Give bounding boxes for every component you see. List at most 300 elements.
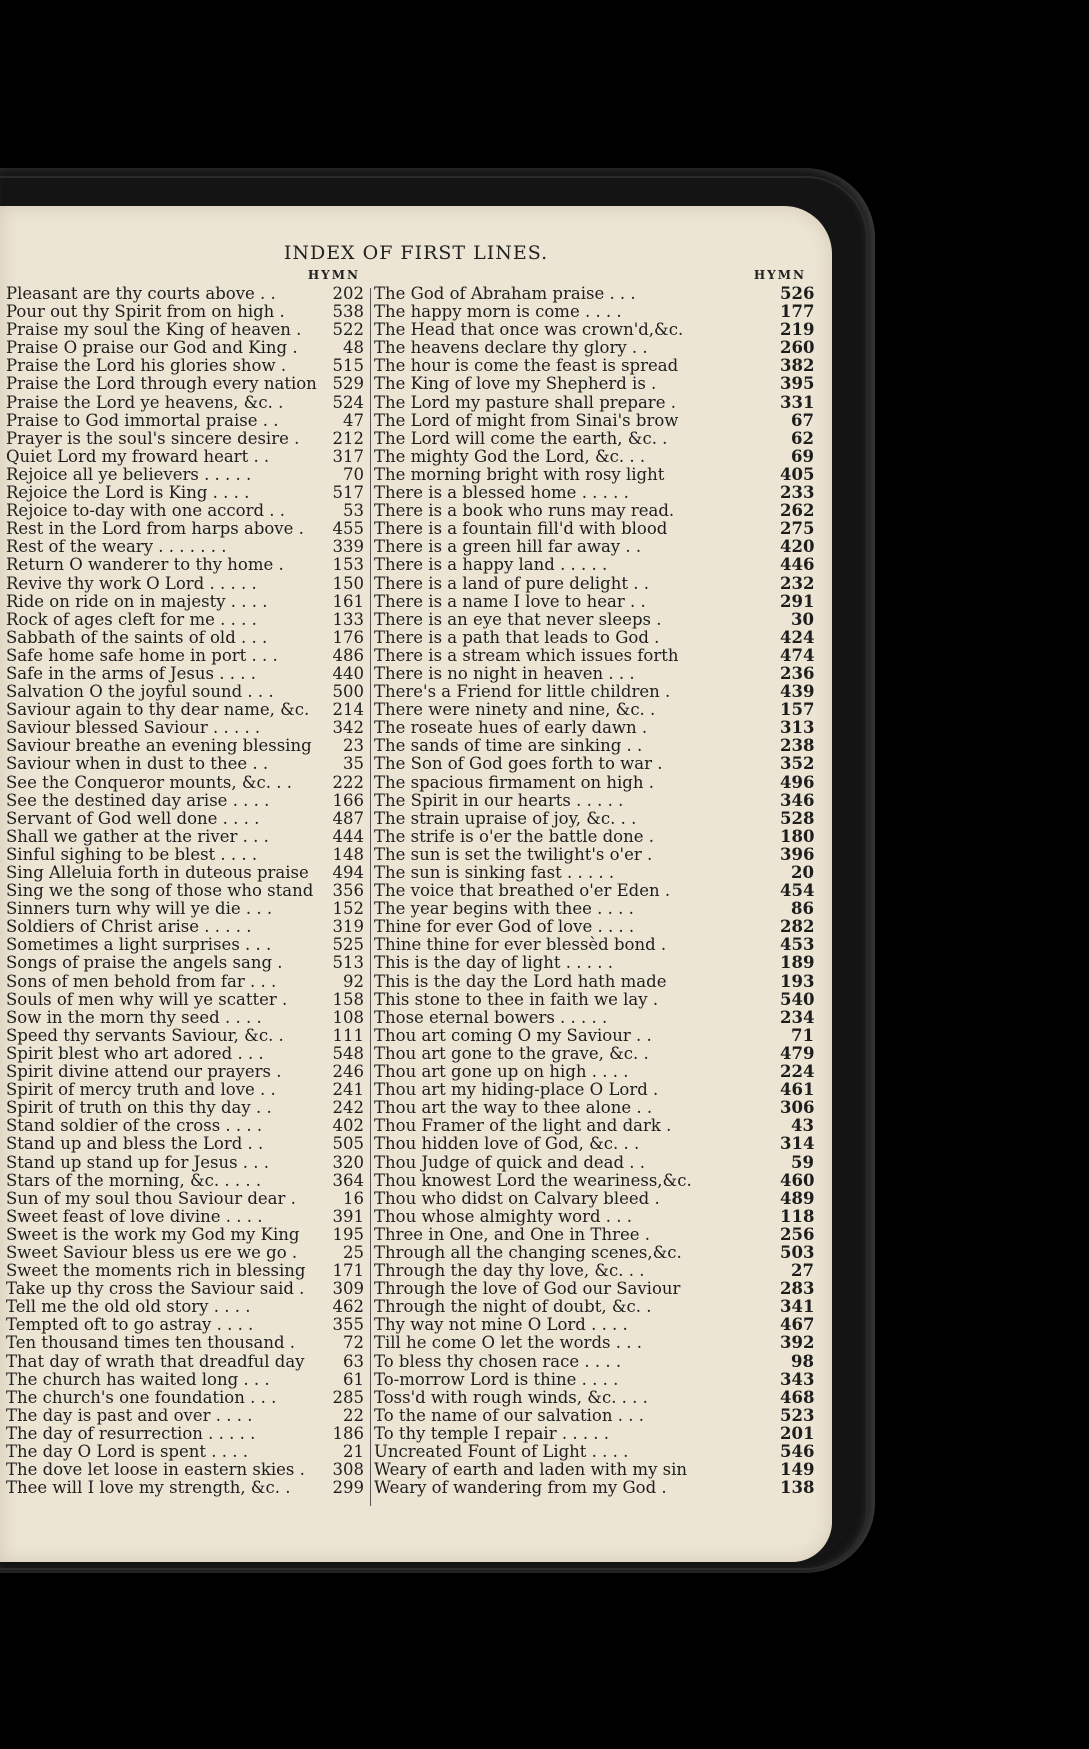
hymn-number: 467	[780, 1316, 814, 1335]
index-entry	[374, 629, 814, 647]
first-line-text: Prayer is the soul's sincere desire .	[6, 429, 300, 448]
hymn-number: 53	[343, 502, 364, 521]
first-line-text: Thou art my hiding-place O Lord .	[374, 1081, 659, 1100]
hymn-number: 355	[332, 1316, 364, 1335]
hymn-number: 444	[332, 827, 364, 846]
hymn-number: 306	[780, 1099, 814, 1118]
first-line-text: Safe home safe home in port . . .	[6, 646, 278, 665]
hymn-number: 161	[332, 592, 364, 611]
hymn-number: 193	[780, 972, 814, 991]
first-line-text: The strife is o'er the battle done .	[374, 827, 654, 846]
first-line-text: Sweet feast of love divine . . . .	[6, 1207, 263, 1226]
hymn-number: 546	[780, 1443, 814, 1461]
index-entry	[374, 1172, 814, 1190]
index-entry	[6, 285, 364, 303]
hymn-number: 275	[780, 520, 814, 539]
first-line-text: There were ninety and nine, &c. .	[374, 701, 656, 720]
first-line-text: Safe in the arms of Jesus . . . .	[6, 664, 256, 683]
first-line-text: Thine thine for ever blessèd bond .	[374, 936, 667, 955]
right-index-list	[374, 285, 814, 1497]
first-line-text: Through all the changing scenes,&c.	[374, 1243, 682, 1262]
hymn-number: 158	[332, 990, 364, 1009]
first-line-text: Rest in the Lord from harps above .	[6, 520, 304, 539]
index-entry	[6, 357, 364, 375]
first-line-text: Through the love of God our Saviour	[374, 1280, 681, 1299]
first-line-text: Spirit of mercy truth and love . .	[6, 1081, 276, 1100]
index-entry	[6, 1353, 364, 1371]
index-entry	[6, 520, 364, 538]
hymn-number: 222	[332, 773, 364, 792]
hymn-number: 59	[791, 1153, 814, 1172]
hymn-number: 22	[343, 1406, 364, 1425]
hymn-number: 455	[332, 520, 364, 539]
hymn-number: 233	[780, 484, 814, 503]
hymn-number: 241	[332, 1081, 364, 1100]
hymn-number: 166	[332, 791, 364, 810]
first-line-text: There is a path that leads to God .	[374, 628, 660, 647]
hymn-number: 180	[780, 827, 814, 846]
hymn-number: 420	[780, 538, 814, 557]
first-line-text: Praise the Lord through every nation	[6, 375, 317, 394]
index-entry	[6, 973, 364, 991]
index-entry	[374, 1280, 814, 1298]
hymn-number: 424	[780, 628, 814, 647]
first-line-text: Spirit blest who art adored . . .	[6, 1044, 264, 1063]
hymn-number: 308	[332, 1461, 364, 1480]
first-line-text: There is an eye that never sleeps .	[374, 610, 662, 629]
hymn-number: 195	[332, 1225, 364, 1244]
left-column	[6, 266, 364, 1497]
hymn-number: 479	[780, 1044, 814, 1063]
first-line-text: Sinful sighing to be blest . . . .	[6, 845, 258, 864]
first-line-text: The heavens declare thy glory . .	[374, 339, 648, 358]
first-line-text: The Son of God goes forth to war .	[374, 755, 663, 774]
index-entry	[6, 1099, 364, 1117]
hymn-number: 299	[332, 1479, 364, 1498]
hymn-number: 23	[343, 737, 364, 756]
first-line-text: Thou whose almighty word . . .	[374, 1207, 632, 1226]
first-line-text: There is a name I love to hear . .	[374, 592, 646, 611]
index-entry	[374, 375, 814, 393]
first-line-text: This is the day the Lord hath made	[374, 972, 667, 991]
index-entry	[374, 1099, 814, 1117]
index-entry	[374, 285, 814, 303]
hymn-number: 61	[343, 1370, 364, 1389]
hymn-number: 201	[780, 1424, 814, 1443]
index-entry	[6, 1226, 364, 1244]
first-line-text: Ride on ride on in majesty . . . .	[6, 592, 268, 611]
first-line-text: Soldiers of Christ arise . . . . .	[6, 918, 252, 937]
hymn-number: 320	[332, 1153, 364, 1172]
first-line-text: Sinners turn why will ye die . . .	[6, 900, 273, 919]
index-entry	[6, 1389, 364, 1407]
first-line-text: The church's one foundation . . .	[6, 1388, 277, 1407]
column-divider	[370, 288, 371, 1506]
first-line-text: Tempted oft to go astray . . . .	[6, 1316, 254, 1335]
first-line-text: There's a Friend for little children .	[374, 683, 671, 702]
index-entry	[6, 448, 364, 466]
index-entry	[374, 918, 814, 936]
hymn-number: 503	[780, 1243, 814, 1262]
index-entry	[6, 1027, 364, 1045]
first-line-text: There is a book who runs may read.	[374, 502, 675, 521]
index-entry	[374, 882, 814, 900]
index-entry	[374, 321, 814, 339]
index-entry	[374, 755, 814, 773]
hymn-number: 72	[343, 1334, 364, 1353]
hymn-number: 487	[332, 809, 364, 828]
first-line-text: Take up thy cross the Saviour said .	[6, 1280, 305, 1299]
hymn-number: 489	[780, 1189, 814, 1208]
index-entry	[6, 593, 364, 611]
hymn-number: 138	[780, 1479, 814, 1498]
first-line-text: Thou Judge of quick and dead . .	[374, 1153, 646, 1172]
hymn-number: 282	[780, 918, 814, 937]
index-entry	[374, 991, 814, 1009]
index-entry	[374, 1298, 814, 1316]
hymn-number: 548	[332, 1044, 364, 1063]
first-line-text: Sons of men behold from far . . .	[6, 972, 277, 991]
hymn-number: 500	[332, 683, 364, 702]
hymn-number: 157	[780, 701, 814, 720]
hymn-number: 70	[343, 465, 364, 484]
hymn-number: 232	[780, 574, 814, 593]
index-entry	[374, 1262, 814, 1280]
hymn-number: 20	[791, 864, 814, 882]
first-line-text: Thy way not mine O Lord . . . .	[374, 1316, 628, 1335]
hymn-number: 352	[780, 755, 814, 774]
index-entry	[6, 755, 364, 773]
index-entry	[6, 665, 364, 683]
index-entry	[6, 1208, 364, 1226]
hymn-number: 540	[780, 990, 814, 1009]
hymn-number: 62	[791, 429, 814, 448]
index-entry	[374, 936, 814, 954]
hymn-number: 219	[780, 321, 814, 340]
hymn-number: 461	[780, 1081, 814, 1100]
index-entry	[374, 1190, 814, 1208]
first-line-text: Three in One, and One in Three .	[374, 1225, 650, 1244]
hymn-number: 468	[780, 1388, 814, 1407]
first-line-text: Thou art the way to thee alone . .	[374, 1099, 653, 1118]
first-line-text: Toss'd with rough winds, &c. . . .	[374, 1388, 648, 1407]
first-line-text: The spacious firmament on high .	[374, 773, 654, 792]
index-entry	[374, 412, 814, 430]
first-line-text: Sun of my soul thou Saviour dear .	[6, 1189, 296, 1208]
first-line-text: The strain upraise of joy, &c. . .	[374, 809, 637, 828]
first-line-text: The Lord my pasture shall prepare .	[374, 393, 676, 412]
first-line-text: Servant of God well done . . . .	[6, 809, 260, 828]
right-column	[374, 266, 814, 1497]
index-entry	[374, 954, 814, 972]
index-entry	[6, 1461, 364, 1479]
index-entry	[6, 900, 364, 918]
first-line-text: Rock of ages cleft for me . . . .	[6, 610, 257, 629]
index-entry	[374, 1353, 814, 1371]
index-entry	[6, 1009, 364, 1027]
first-line-text: The day is past and over . . . .	[6, 1406, 253, 1425]
index-entry	[6, 339, 364, 357]
hymn-number: 27	[791, 1262, 814, 1281]
index-entry	[374, 466, 814, 484]
hymn-number: 529	[332, 375, 364, 394]
index-entry	[374, 1081, 814, 1099]
first-line-text: Shall we gather at the river . . .	[6, 827, 269, 846]
hymn-number: 522	[332, 321, 364, 340]
index-entry	[374, 611, 814, 629]
first-line-text: To-morrow Lord is thine . . . .	[374, 1370, 619, 1389]
index-entry	[374, 520, 814, 538]
index-entry	[6, 466, 364, 484]
index-entry	[6, 303, 364, 321]
first-line-text: Sow in the morn thy seed . . . .	[6, 1008, 262, 1027]
index-entry	[6, 864, 364, 882]
index-entry	[374, 1063, 814, 1081]
hymn-number: 86	[791, 900, 814, 919]
first-line-text: The church has waited long . . .	[6, 1370, 270, 1389]
index-entry	[6, 394, 364, 412]
index-entry	[374, 810, 814, 828]
first-line-text: Thou knowest Lord the weariness,&c.	[374, 1171, 692, 1190]
index-entry	[6, 1081, 364, 1099]
hymn-number: 98	[791, 1352, 814, 1371]
hymn-number: 474	[780, 646, 814, 665]
first-line-text: To bless thy chosen race . . . .	[374, 1352, 622, 1371]
index-entry	[6, 1425, 364, 1443]
first-line-text: Those eternal bowers . . . . .	[374, 1008, 608, 1027]
hymn-number: 446	[780, 556, 814, 575]
first-line-text: Souls of men why will ye scatter .	[6, 990, 288, 1009]
hymn-number: 462	[332, 1298, 364, 1317]
first-line-text: The voice that breathed o'er Eden .	[374, 882, 671, 901]
index-entry	[6, 1316, 364, 1334]
hymn-number: 224	[780, 1063, 814, 1082]
book-page	[0, 206, 832, 1562]
hymn-number: 176	[332, 628, 364, 647]
hymn-number: 524	[332, 393, 364, 412]
index-entry	[6, 1117, 364, 1135]
hymn-number: 242	[332, 1099, 364, 1118]
first-line-text: Stand soldier of the cross . . . .	[6, 1117, 263, 1136]
index-entry	[6, 1407, 364, 1425]
hymn-number: 43	[791, 1117, 814, 1136]
index-entry	[374, 665, 814, 683]
first-line-text: Thou hidden love of God, &c. . .	[374, 1135, 640, 1154]
hymn-number: 25	[343, 1243, 364, 1262]
hymn-number: 246	[332, 1063, 364, 1082]
index-entry	[374, 593, 814, 611]
hymn-number: 454	[780, 882, 814, 901]
first-line-text: Weary of wandering from my God .	[374, 1479, 667, 1498]
first-line-text: There is a blessed home . . . . .	[374, 484, 629, 503]
hymn-number: 513	[332, 954, 364, 973]
first-line-text: Sing Alleluia forth in duteous praise	[6, 864, 309, 882]
first-line-text: See the Conqueror mounts, &c. . .	[6, 773, 293, 792]
first-line-text: Thou who didst on Calvary bleed .	[374, 1189, 660, 1208]
index-entry	[374, 1371, 814, 1389]
index-entry	[6, 828, 364, 846]
first-line-text: The happy morn is come . . . .	[374, 303, 622, 322]
first-line-text: Praise my soul the King of heaven .	[6, 321, 302, 340]
first-line-text: Salvation O the joyful sound . . .	[6, 683, 274, 702]
hymn-number: 71	[791, 1026, 814, 1045]
index-entry	[374, 792, 814, 810]
index-entry	[6, 538, 364, 556]
first-line-text: Thou art coming O my Saviour . .	[374, 1026, 652, 1045]
hymn-number: 317	[332, 447, 364, 466]
first-line-text: There is no night in heaven . . .	[374, 664, 635, 683]
hymn-number: 396	[780, 845, 814, 864]
hymn-number: 30	[791, 610, 814, 629]
index-entry	[374, 1389, 814, 1407]
index-entry	[374, 737, 814, 755]
index-entry	[374, 1117, 814, 1135]
index-entry	[6, 683, 364, 701]
index-entry	[6, 502, 364, 520]
index-entry	[374, 683, 814, 701]
hymn-number: 108	[332, 1008, 364, 1027]
index-entry	[374, 973, 814, 991]
hymn-number: 391	[332, 1207, 364, 1226]
hymn-number: 460	[780, 1171, 814, 1190]
hymn-number: 453	[780, 936, 814, 955]
hymn-number: 309	[332, 1280, 364, 1299]
index-entry	[374, 1009, 814, 1027]
hymn-number: 392	[780, 1334, 814, 1353]
hymn-number: 212	[332, 429, 364, 448]
hymn-number: 496	[780, 773, 814, 792]
hymn-number: 494	[332, 864, 364, 882]
first-line-text: Thine for ever God of love . . . .	[374, 918, 635, 937]
first-line-text: Thee will I love my strength, &c. .	[6, 1479, 291, 1498]
index-entry	[374, 1407, 814, 1425]
first-line-text: To the name of our salvation . . .	[374, 1406, 644, 1425]
first-line-text: Tell me the old old story . . . .	[6, 1298, 251, 1317]
hymn-number: 262	[780, 502, 814, 521]
index-entry	[6, 991, 364, 1009]
hymn-number: 356	[332, 882, 364, 901]
hymn-number: 171	[332, 1262, 364, 1281]
first-line-text: The Spirit in our hearts . . . . .	[374, 791, 624, 810]
index-entry	[374, 719, 814, 737]
hymn-number: 319	[332, 918, 364, 937]
index-entry	[6, 882, 364, 900]
first-line-text: Saviour blessed Saviour . . . . .	[6, 719, 261, 738]
first-line-text: Stand up and bless the Lord . .	[6, 1135, 264, 1154]
index-entry	[6, 954, 364, 972]
first-line-text: The sun is sinking fast . . . . .	[374, 864, 615, 882]
hymn-number: 505	[332, 1135, 364, 1154]
index-entry	[374, 575, 814, 593]
index-entry	[374, 846, 814, 864]
hymn-number: 526	[780, 285, 814, 303]
index-entry	[6, 737, 364, 755]
first-line-text: That day of wrath that dreadful day	[6, 1352, 305, 1371]
hymn-number: 48	[343, 339, 364, 358]
index-entry	[374, 1045, 814, 1063]
first-line-text: Revive thy work O Lord . . . . .	[6, 574, 257, 593]
first-line-text: Sing we the song of those who stand	[6, 882, 314, 901]
first-line-text: Rejoice to-day with one accord . .	[6, 502, 286, 521]
hymn-number: 517	[332, 484, 364, 503]
index-entry	[6, 846, 364, 864]
index-entry	[6, 1045, 364, 1063]
hymn-column-header: HYMN	[753, 268, 806, 282]
first-line-text: There is a land of pure delight . .	[374, 574, 649, 593]
first-line-text: Saviour again to thy dear name, &c.	[6, 701, 310, 720]
hymn-number: 341	[780, 1298, 814, 1317]
index-entry	[374, 1461, 814, 1479]
index-entry	[374, 538, 814, 556]
hymn-number: 21	[343, 1443, 364, 1461]
first-line-text: Sweet the moments rich in blessing	[6, 1262, 306, 1281]
index-entry	[374, 1479, 814, 1497]
index-entry	[374, 1316, 814, 1334]
first-line-text: Praise the Lord ye heavens, &c. .	[6, 393, 284, 412]
hymn-number: 238	[780, 737, 814, 756]
first-line-text: There is a stream which issues forth	[374, 646, 679, 665]
first-line-text: Rejoice all ye believers . . . . .	[6, 465, 252, 484]
first-line-text: There is a happy land . . . . .	[374, 556, 608, 575]
first-line-text: Till he come O let the words . . .	[374, 1334, 642, 1353]
index-entry	[6, 430, 364, 448]
hymn-number: 439	[780, 683, 814, 702]
index-entry	[374, 864, 814, 882]
first-line-text: Sweet is the work my God my King	[6, 1225, 300, 1244]
first-line-text: The Lord of might from Sinai's brow	[374, 411, 679, 430]
index-entry	[374, 1425, 814, 1443]
index-entry	[374, 1244, 814, 1262]
first-line-text: Saviour breathe an evening blessing	[6, 737, 312, 756]
index-entry	[6, 556, 364, 574]
index-entry	[6, 412, 364, 430]
first-line-text: Ten thousand times ten thousand .	[6, 1334, 296, 1353]
index-entry	[6, 701, 364, 719]
first-line-text: The day of resurrection . . . . .	[6, 1424, 256, 1443]
index-entry	[374, 828, 814, 846]
hymn-number: 133	[332, 610, 364, 629]
hymn-number: 177	[780, 303, 814, 322]
index-entry	[374, 339, 814, 357]
index-entry	[374, 1208, 814, 1226]
index-entry	[374, 357, 814, 375]
index-entry	[6, 1244, 364, 1262]
first-line-text: Uncreated Fount of Light . . . .	[374, 1443, 629, 1461]
first-line-text: Thou art gone to the grave, &c. .	[374, 1044, 649, 1063]
first-line-text: Rest of the weary . . . . . . .	[6, 538, 227, 557]
hymn-number: 291	[780, 592, 814, 611]
hymn-number: 331	[780, 393, 814, 412]
index-entry	[6, 918, 364, 936]
hymn-number: 342	[332, 719, 364, 738]
index-entry	[6, 1479, 364, 1497]
first-line-text: Spirit divine attend our prayers .	[6, 1063, 282, 1082]
first-line-text: The dove let loose in eastern skies .	[6, 1461, 305, 1480]
first-line-text: Praise to God immortal praise . .	[6, 411, 279, 430]
first-line-text: The mighty God the Lord, &c. . .	[374, 447, 646, 466]
first-line-text: The Lord will come the earth, &c. .	[374, 429, 668, 448]
hymn-number: 364	[332, 1171, 364, 1190]
first-line-text: Thou art gone up on high . . . .	[374, 1063, 629, 1082]
hymn-number: 150	[332, 574, 364, 593]
first-line-text: Rejoice the Lord is King . . . .	[6, 484, 250, 503]
hymn-number: 92	[343, 972, 364, 991]
hymn-number: 260	[780, 339, 814, 358]
first-line-text: The hour is come the feast is spread	[374, 357, 679, 376]
first-line-text: Pleasant are thy courts above . .	[6, 285, 276, 303]
hymn-number: 285	[332, 1388, 364, 1407]
first-line-text: The King of love my Shepherd is .	[374, 375, 657, 394]
